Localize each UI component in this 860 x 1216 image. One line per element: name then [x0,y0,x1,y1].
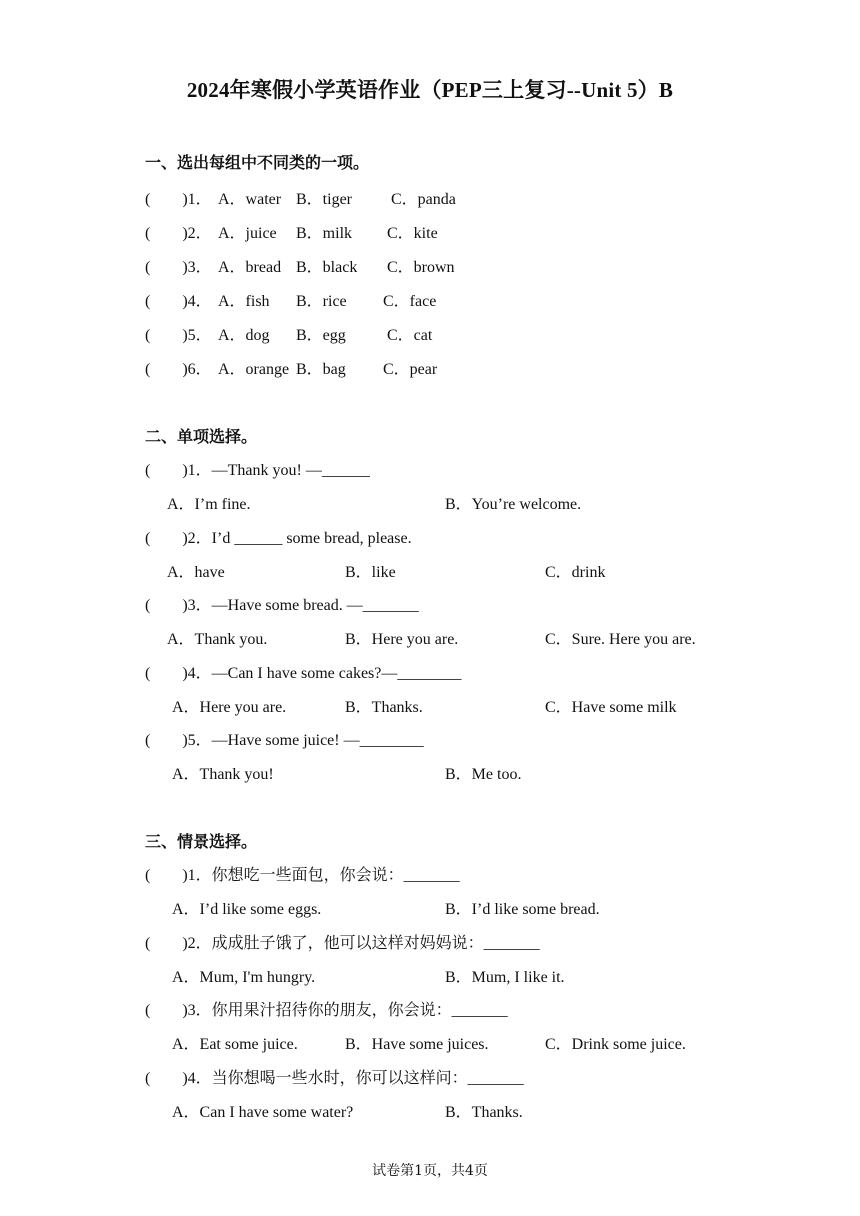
option-b: B．milk [296,225,353,242]
option-c: C．pear [383,361,438,378]
section3-heading: 三、情景选择。 [145,832,258,851]
list-item [145,186,212,209]
option-b: B．You’re welcome. [445,496,582,513]
option-b: B．black [296,259,358,276]
option-b: B．Thanks. [345,699,423,716]
question-stem: ( )1．—Thank you! —______ [145,462,370,479]
option-c: C．face [383,293,437,310]
option-a: A．Mum, I'm hungry. [172,969,316,986]
option-c: C．drink [545,564,606,581]
option-b: B．rice [296,293,347,310]
option-c: C．kite [387,225,438,242]
option-a: A．juice [218,225,277,242]
option-c: C．Sure. Here you are. [545,631,696,648]
option-b: B．Thanks. [445,1104,523,1121]
question-stem: ( )2．I’d ______ some bread, please. [145,530,412,547]
question-stem: ( )1．你想吃一些面包，你会说：_______ [145,867,460,884]
option-a: A．Eat some juice. [172,1036,298,1053]
option-a: A．Can I have some water? [172,1104,354,1121]
option-a: A．fish [218,293,270,310]
question-stem: ( )4．—Can I have some cakes?—________ [145,665,462,682]
question-stem: ( )2．成成肚子饿了，他可以这样对妈妈说：_______ [145,935,540,952]
question-stem: ( )3．—Have some bread. —_______ [145,597,419,614]
list-item [145,254,212,277]
question-stem: ( )4．当你想喝一些水时，你可以这样问：_______ [145,1070,524,1087]
item-number: ( )4． [145,293,212,310]
option-a: A．orange [218,361,290,378]
option-a: A．water [218,191,282,208]
item-number: ( )6． [145,361,212,378]
option-a: A．bread [218,259,282,276]
item-number: ( )3． [145,259,212,276]
page-title: 2024年寒假小学英语作业（PEP三上复习--Unit 5）B [186,78,674,102]
option-c: C．brown [387,259,455,276]
option-b: B．egg [296,327,346,344]
page-footer: 试卷第1页，共4页 [372,1163,488,1179]
option-c: C．Drink some juice. [545,1036,686,1053]
option-c: C．cat [387,327,433,344]
option-a: A．Thank you! [172,766,274,783]
list-item [145,220,212,243]
option-a: A．dog [218,327,270,344]
option-a: A．have [167,564,225,581]
item-number: ( )2． [145,225,212,242]
option-c: C．panda [391,191,456,208]
item-number: ( )5． [145,327,212,344]
option-b: B．tiger [296,191,352,208]
option-a: A．I’m fine. [167,496,251,513]
list-item [145,356,212,379]
option-b: B．like [345,564,396,581]
option-b: B．Have some juices. [345,1036,489,1053]
question-stem: ( )3．你用果汁招待你的朋友，你会说：_______ [145,1002,508,1019]
section1-heading: 一、选出每组中不同类的一项。 [145,153,370,172]
option-c: C．Have some milk [545,699,677,716]
list-item [145,322,212,345]
option-a: A．Thank you. [167,631,268,648]
option-b: B．bag [296,361,346,378]
section2-heading: 二、单项选择。 [145,427,258,446]
option-a: A．Here you are. [172,699,287,716]
option-b: B．I’d like some bread. [445,901,600,918]
item-number: ( )1． [145,191,212,208]
option-b: B．Mum, I like it. [445,969,565,986]
question-stem: ( )5．—Have some juice! —________ [145,732,424,749]
option-a: A．I’d like some eggs. [172,901,322,918]
option-b: B．Me too. [445,766,522,783]
option-b: B．Here you are. [345,631,459,648]
list-item [145,288,212,311]
